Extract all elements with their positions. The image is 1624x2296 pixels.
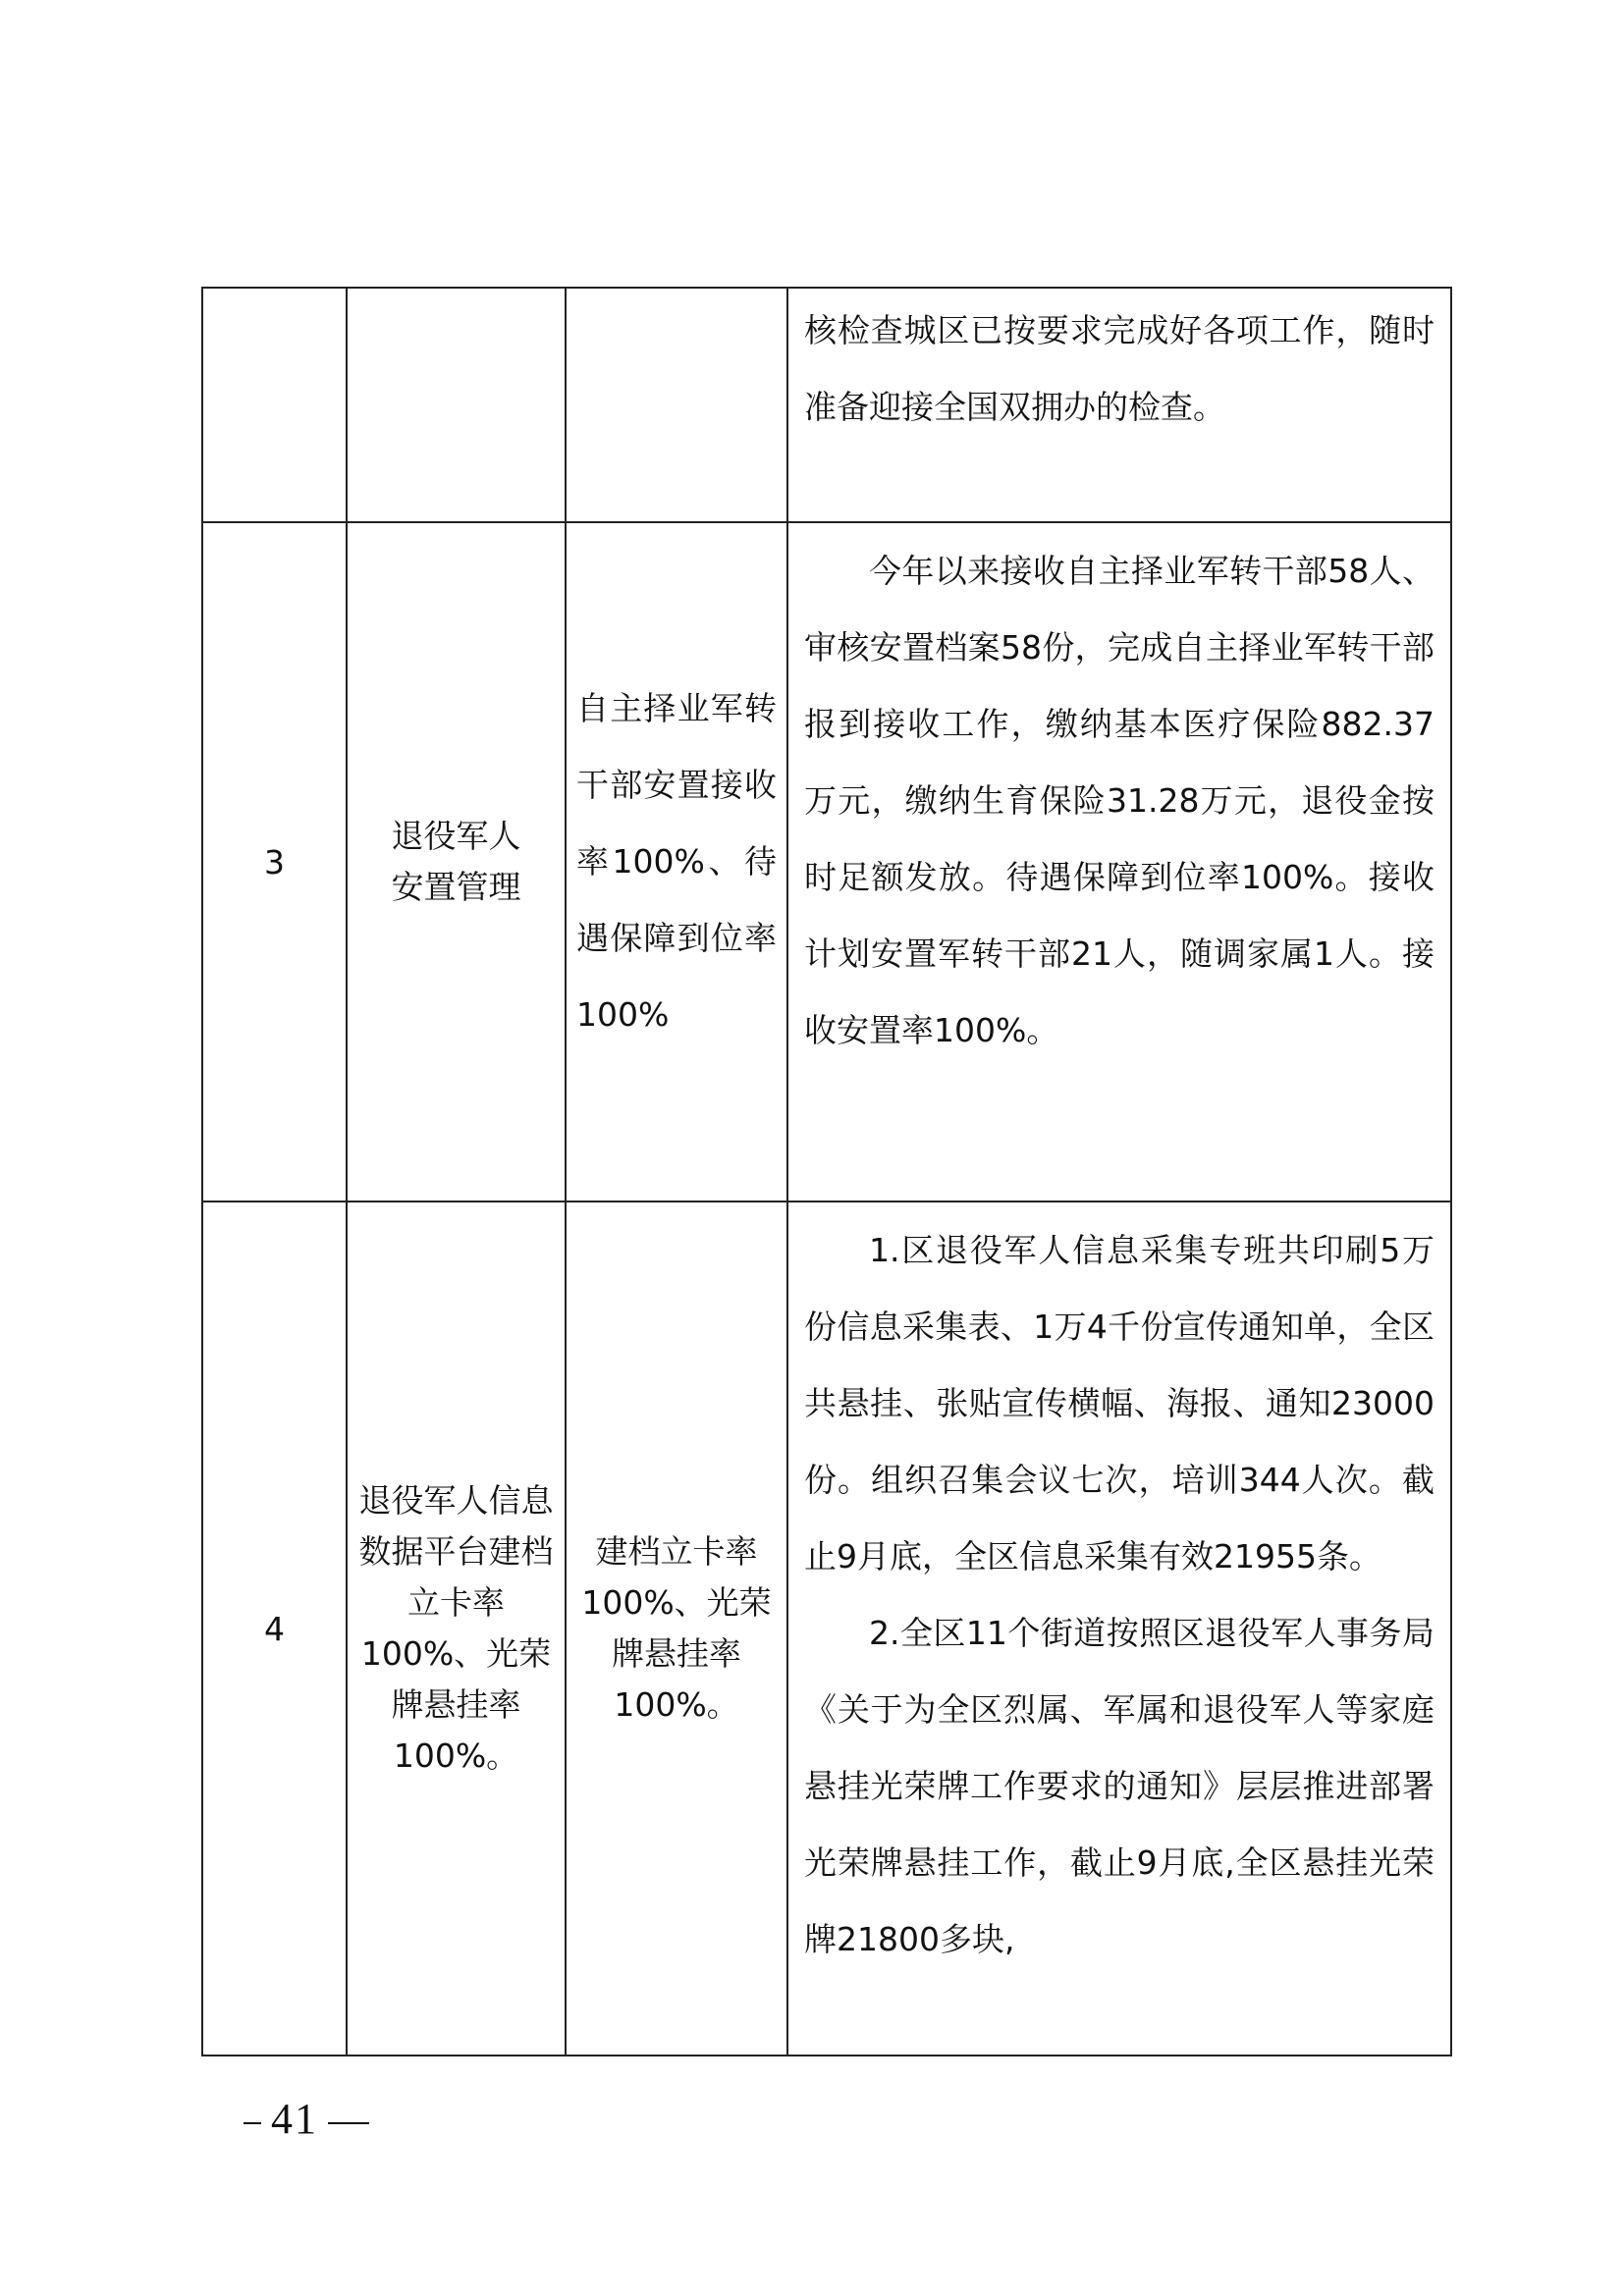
item-text: 退役军人 安置管理 xyxy=(391,817,521,906)
progress-paragraph: 2.全区11个街道按照区退役军人事务局《关于为全区烈属、军属和退役军人等家庭悬挂光荣牌工作要求的通知》层层推进部署光荣牌悬挂工作，截止9月底,全区悬挂光荣牌21800多块, xyxy=(804,1614,1435,1958)
row-index-cell xyxy=(202,288,347,522)
progress-cell xyxy=(787,288,1451,522)
item-cell xyxy=(347,522,566,1201)
progress-paragraph: 核检查城区已按要求完成好各项工作，随时准备迎接全国双拥办的检查。 xyxy=(804,311,1435,426)
table-row xyxy=(202,288,1451,522)
target-text: 建档立卡率100%、光荣牌悬挂率100%。 xyxy=(581,1532,772,1724)
row-index-cell: 3 xyxy=(202,522,347,1201)
target-cell xyxy=(566,288,787,522)
progress-cell xyxy=(787,522,1451,1201)
page-number xyxy=(244,2094,369,2144)
dash-right xyxy=(328,2122,369,2124)
work-progress-table xyxy=(201,287,1452,2056)
item-cell xyxy=(347,1201,566,2056)
page-number-text: 41 xyxy=(271,2095,318,2143)
item-cell xyxy=(347,288,566,522)
dash-left xyxy=(244,2122,261,2124)
progress-cell xyxy=(787,1201,1451,2056)
target-text: 自主择业军转干部安置接收率100%、待遇保障到位率100% xyxy=(576,689,777,1034)
row-index-cell: 4 xyxy=(202,1201,347,2056)
progress-paragraph: 今年以来接收自主择业军转干部58人、审核安置档案58份，完成自主择业军转干部报到接收工作，缴纳基本医疗保险882.37万元，缴纳生育保险31.28万元，退役金按时足额发放。待遇保障到位率100%。接收计划安置军转干部21人，随调家属1人。接收安置率100%。 xyxy=(804,552,1435,1049)
table-row xyxy=(202,1201,1451,2056)
table-row xyxy=(202,522,1451,1201)
item-text: 退役军人信息数据平台建档立卡率100%、光荣牌悬挂率100%。 xyxy=(358,1481,554,1775)
target-cell xyxy=(566,522,787,1201)
progress-paragraph: 1.区退役军人信息采集专班共印刷5万份信息采集表、1万4千份宣传通知单，全区共悬挂、张贴宣传横幅、海报、通知23000份。组织召集会议七次，培训344人次。截止9月底，全区信息采集有效21955条。 xyxy=(804,1231,1435,1575)
target-cell xyxy=(566,1201,787,2056)
